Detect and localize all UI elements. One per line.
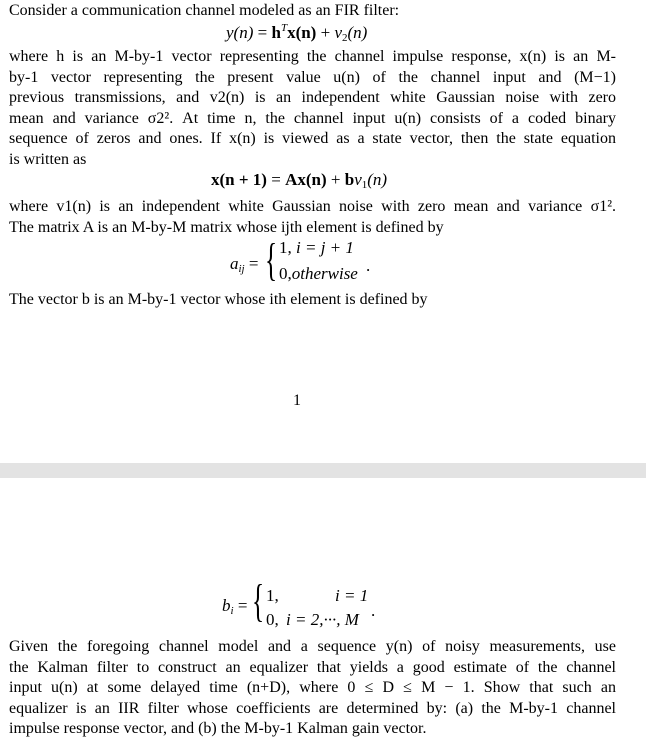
text-line: Consider a communication channel modeled as an FIR filter:	[9, 2, 400, 19]
page-separator	[0, 463, 646, 478]
eq-v: v	[334, 23, 342, 42]
eq-equals: =	[237, 596, 248, 615]
eq-h: h	[271, 23, 281, 42]
eq-lhs: y(n)	[226, 23, 254, 42]
eq-v-sub: 1	[361, 179, 368, 191]
text-line: where h is an M-by-1 vector representing the channel impulse response, x(n) is an M-	[9, 48, 616, 65]
case-condition: otherwise	[291, 264, 358, 283]
eq-lhs: b	[222, 596, 231, 615]
paragraph-matrix	[9, 197, 616, 238]
text-line: The matrix A is an M-by-M matrix whose ijth element is defined by	[9, 218, 444, 236]
case-value: 1,	[266, 586, 279, 605]
text-line: equalizer is an IIR filter whose coefficients are determined by: (a) the M-by-1 channel	[9, 699, 616, 717]
eq-equals: =	[271, 170, 281, 189]
text-line: The vector b is an M-by-1 vector whose ith element is defined by	[9, 291, 428, 308]
eq-equals: =	[248, 254, 259, 273]
eq-x: x(n)	[287, 23, 317, 42]
eq-plus: +	[320, 23, 331, 42]
text-line: impulse response vector, and (b) the M-by-1 Kalman gain vector.	[9, 720, 427, 737]
eq-v-sub: 2	[341, 32, 348, 44]
eq-plus: +	[330, 170, 341, 189]
left-brace: {	[252, 575, 265, 626]
text-line: where v1(n) is an independent white Gaussian noise with zero mean and variance σ1².	[9, 198, 616, 215]
text-line: previous transmissions, and v2(n) is an independent white Gaussian noise with zero	[9, 89, 616, 106]
eq-v-arg: (n)	[347, 23, 368, 42]
text-line: is written as	[9, 150, 87, 168]
paragraph-definitions	[9, 47, 616, 170]
eq-b: b	[344, 170, 355, 189]
paragraph-intro	[9, 1, 616, 22]
case-value: 0,	[266, 610, 279, 629]
left-brace: {	[265, 234, 278, 285]
eq-period: .	[371, 601, 376, 620]
eq-transpose: T	[280, 22, 288, 34]
text-line: the Kalman filter to construct an equalizer that yields a good estimate of the channel	[9, 658, 616, 676]
paragraph-task	[9, 637, 616, 740]
text-line: sequence of zeros and ones. If x(n) is viewed as a state vector, then the state equation	[9, 130, 616, 147]
eq-lhs-sub: ij	[238, 263, 245, 275]
eq-equals: =	[257, 23, 268, 42]
eq-lhs: x(n + 1)	[211, 170, 267, 189]
page-bottom	[0, 478, 646, 744]
eq-v-arg: (n)	[367, 170, 388, 189]
text-line: input u(n) at some delayed time (n+D), where 0 ≤ D ≤ M − 1. Show that such an	[9, 679, 616, 696]
page-number: 1	[293, 392, 301, 409]
case-condition: i = 2,···, M	[286, 610, 359, 629]
case-value: 1,	[279, 238, 292, 257]
eq-lhs: a	[230, 254, 239, 273]
paragraph-vector-b	[9, 290, 616, 311]
case-condition: i = 1	[335, 586, 369, 605]
eq-period: .	[366, 256, 371, 275]
eq-lhs-sub: i	[230, 605, 234, 617]
text-line: mean and variance σ2². At time n, the channel input u(n) consists of a coded binary	[9, 109, 616, 127]
text-line: by-1 vector representing the present value u(n) of the channel input and (M−1)	[9, 68, 616, 86]
equation-state	[211, 170, 387, 191]
eq-v: v	[354, 170, 362, 189]
eq-ax: Ax(n)	[285, 170, 327, 189]
equation-fir-model	[226, 22, 367, 44]
text-line: Given the foregoing channel model and a sequence y(n) of noisy measurements, use	[9, 638, 616, 655]
case-condition: i = j + 1	[296, 238, 354, 257]
case-value: 0,	[279, 264, 292, 283]
